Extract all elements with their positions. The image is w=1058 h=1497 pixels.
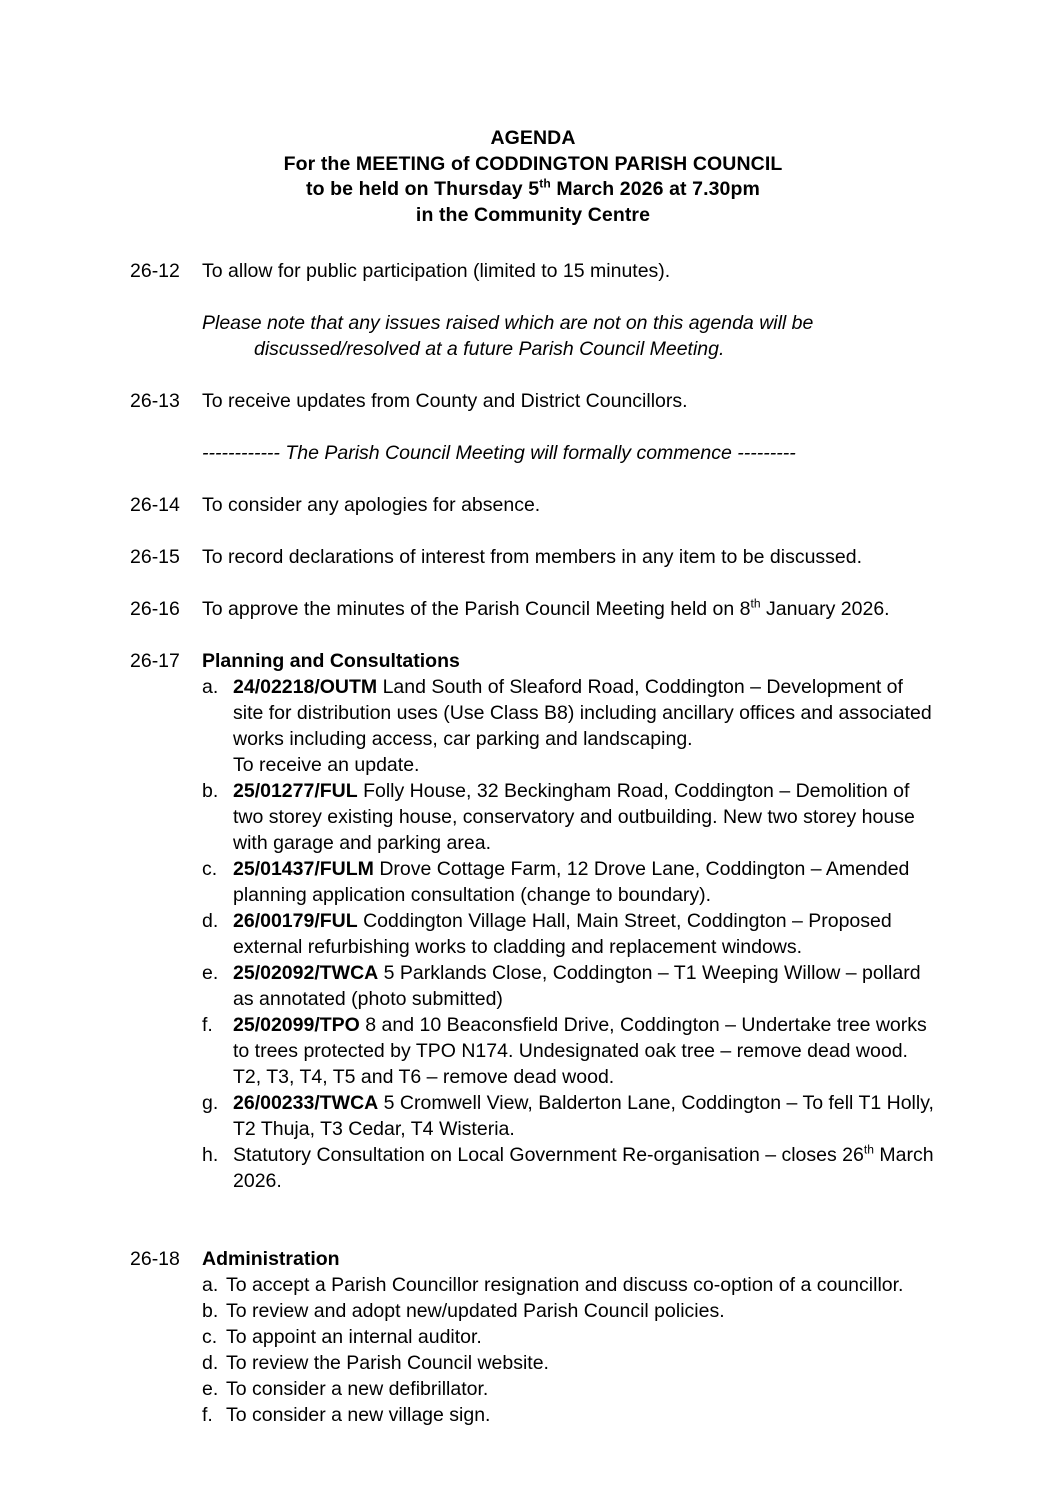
list-item [202, 1142, 936, 1194]
item-number-26-17: 26-17 [130, 650, 180, 672]
list-text: To review the Parish Council website. [226, 1352, 549, 1374]
header-line-agenda: AGENDA [490, 127, 576, 149]
document-content [130, 126, 936, 1454]
administration-sublist [130, 1272, 936, 1428]
note-line-2: discussed/resolved at a future Parish Council Meeting. [254, 338, 725, 360]
list-letter: b. [202, 780, 219, 802]
planning-reference: 25/02092/TWCA [233, 962, 379, 984]
agenda-item-26-18 [130, 1246, 936, 1272]
item-26-16-post: January 2026. [760, 598, 890, 620]
planning-reference: 24/02218/OUTM [233, 676, 378, 698]
consultation-ordinal: th [863, 1142, 874, 1157]
planning-description: Land South of Sleaford Road, Coddington – Development of site for distribution uses (Use Class B8) including ancillary offices and associated works including access, car parking and landscaping. [233, 676, 932, 750]
header-line-venue: in the Community Centre [415, 203, 651, 226]
list-text [233, 1012, 936, 1090]
planning-description: Coddington Village Hall, Main Street, Coddington – Proposed external refurbishing works to cladding and replacement windows. [233, 910, 892, 958]
list-text [233, 778, 936, 856]
list-item [202, 1376, 936, 1402]
list-item [202, 1298, 936, 1324]
list-letter: g. [202, 1092, 219, 1114]
list-text: To consider a new village sign. [226, 1404, 491, 1426]
item-number-26-16: 26-16 [130, 598, 180, 620]
list-item [202, 960, 936, 1012]
list-item [202, 1402, 936, 1428]
planning-description: 8 and 10 Beaconsfield Drive, Coddington – Undertake tree works to trees protected by TPO N174. Undesignated oak tree – remove dead wood. T2, T3, T4, T5 and T6 – remove dead wood. [233, 1014, 927, 1088]
agenda-item-26-16 [130, 596, 936, 622]
item-26-16-pre: To approve the minutes of the Parish Council Meeting held on 8 [202, 598, 751, 620]
list-letter: h. [202, 1144, 219, 1166]
agenda-item-26-17 [130, 648, 936, 674]
item-text-26-12: To allow for public participation (limited to 15 minutes). [202, 260, 671, 282]
consultation-description-pre: Statutory Consultation on Local Government Re-organisation – closes 26 [233, 1144, 864, 1166]
planning-description: 5 Cromwell View, Balderton Lane, Coddington – To fell T1 Holly, T2 Thuja, T3 Cedar, T4 Wisteria. [233, 1092, 934, 1140]
planning-sublist [130, 674, 936, 1194]
section-title-planning: Planning and Consultations [202, 650, 460, 672]
item-number-26-18: 26-18 [130, 1248, 180, 1270]
list-text [233, 960, 936, 1012]
list-text [233, 908, 936, 960]
list-text [233, 856, 936, 908]
planning-description: Drove Cottage Farm, 12 Drove Lane, Coddington – Amended planning application consultation (change to boundary). [233, 858, 910, 906]
item-26-16-ordinal: th [750, 596, 761, 611]
planning-description: Folly House, 32 Beckingham Road, Coddington – Demolition of two storey existing house, conservatory and outbuilding. New two storey house with garage and parking area. [233, 780, 915, 854]
list-item [202, 1324, 936, 1350]
planning-extra: To receive an update. [233, 754, 420, 776]
section-administration [130, 1246, 936, 1428]
item-text-26-14: To consider any apologies for absence. [202, 494, 541, 516]
item-number-26-15: 26-15 [130, 546, 180, 568]
list-text: To accept a Parish Councillor resignation and discuss co-option of a councillor. [226, 1274, 904, 1296]
consultation-description-post: March 2026. [233, 1144, 934, 1192]
header-date-ordinal: th [539, 176, 551, 191]
list-letter: c. [202, 858, 218, 880]
item-text-26-15: To record declarations of interest from members in any item to be discussed. [202, 546, 863, 568]
list-letter: b. [202, 1300, 219, 1322]
list-letter: a. [202, 1274, 219, 1296]
header-date-post: March 2026 at 7.30pm [550, 178, 760, 200]
list-text: To appoint an internal auditor. [226, 1326, 482, 1348]
item-text-26-16 [202, 596, 936, 622]
item-number-26-13: 26-13 [130, 390, 180, 412]
list-letter: f. [202, 1014, 213, 1036]
list-text [233, 1090, 936, 1142]
planning-reference: 25/01437/FULM [233, 858, 374, 880]
document-header [130, 126, 936, 228]
list-item [202, 1350, 936, 1376]
list-letter: d. [202, 910, 219, 932]
list-letter: e. [202, 1378, 219, 1400]
list-text [233, 1142, 936, 1194]
list-text: To review and adopt new/updated Parish Council policies. [226, 1300, 725, 1322]
public-participation-note [130, 310, 936, 362]
list-item [202, 908, 936, 960]
list-letter: a. [202, 676, 219, 698]
list-letter: c. [202, 1326, 218, 1348]
list-text: To consider a new defibrillator. [226, 1378, 489, 1400]
list-item [202, 778, 936, 856]
agenda-item-26-12 [130, 258, 936, 284]
header-date-pre: to be held on Thursday 5 [306, 178, 540, 200]
list-item [202, 1012, 936, 1090]
planning-reference: 25/01277/FUL [233, 780, 358, 802]
list-letter: d. [202, 1352, 219, 1374]
planning-reference: 26/00179/FUL [233, 910, 358, 932]
header-line-meeting: For the MEETING of CODDINGTON PARISH COUNCIL [283, 152, 783, 175]
agenda-item-26-15 [130, 544, 936, 570]
list-item [202, 1272, 936, 1298]
agenda-item-26-13 [130, 388, 936, 414]
planning-reference: 26/00233/TWCA [233, 1092, 379, 1114]
section-planning [130, 648, 936, 1194]
note-line-1: Please note that any issues raised which are not on this agenda will be [202, 312, 814, 334]
planning-reference: 25/02099/TPO [233, 1014, 360, 1036]
list-item [202, 1090, 936, 1142]
list-text [233, 674, 936, 778]
agenda-item-26-14 [130, 492, 936, 518]
list-item [202, 674, 936, 778]
list-letter: e. [202, 962, 219, 984]
list-letter: f. [202, 1404, 213, 1426]
planning-description: 5 Parklands Close, Coddington – T1 Weeping Willow – pollard as annotated (photo submitted) [233, 962, 921, 1010]
item-number-26-14: 26-14 [130, 494, 180, 516]
section-title-administration: Administration [202, 1248, 340, 1270]
formal-commence-note: ------------ The Parish Council Meeting will formally commence --------- [202, 442, 796, 464]
item-text-26-13: To receive updates from County and District Councillors. [202, 390, 688, 412]
list-item [202, 856, 936, 908]
item-number-26-12: 26-12 [130, 260, 180, 282]
header-line-datetime [130, 177, 936, 203]
